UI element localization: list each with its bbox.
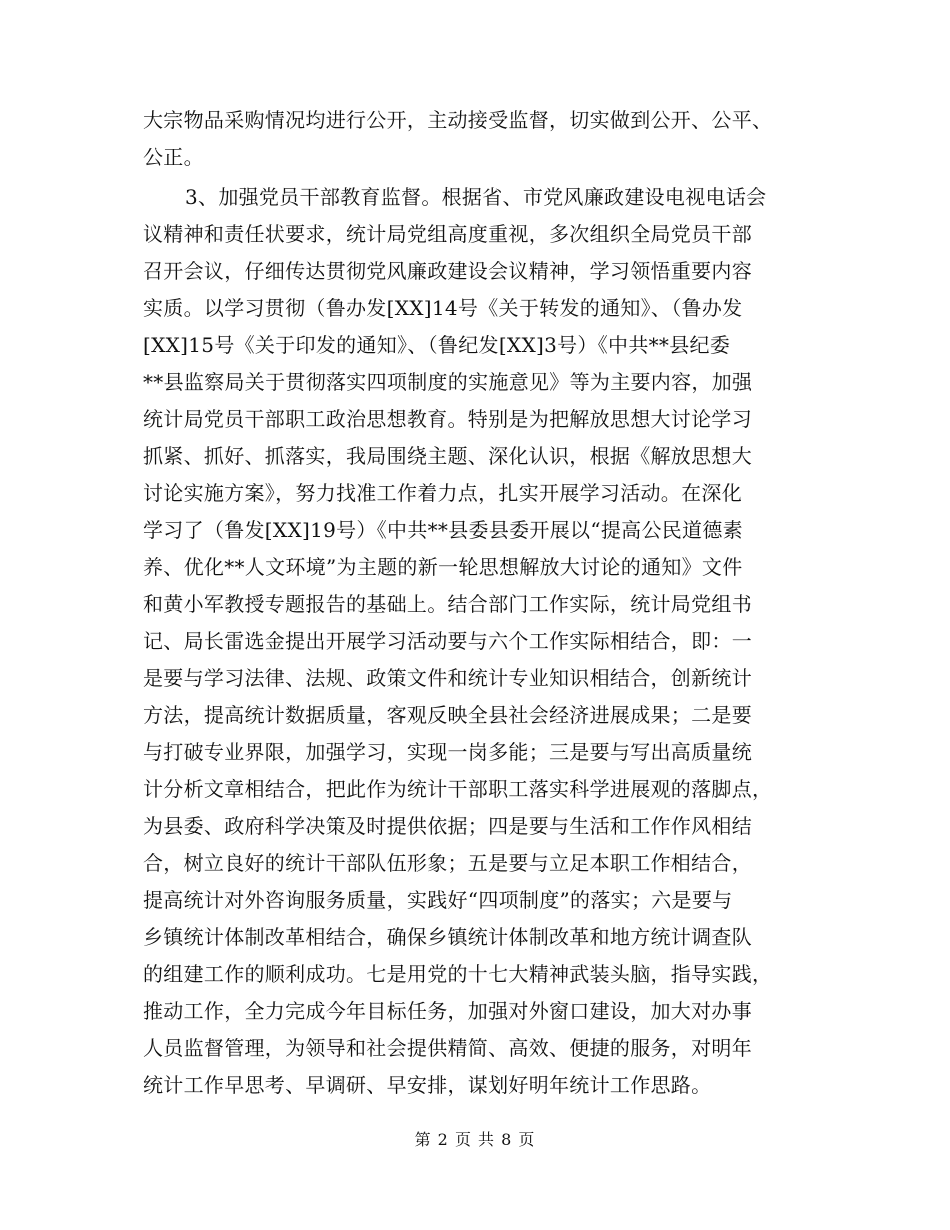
- text-line: 召开会议，仔细传达贯彻党风廉政建设会议精神，学习领悟重要内容: [143, 259, 752, 283]
- text-line: 统计局党员干部职工政治思想教育。特别是为把解放思想大讨论学习: [143, 407, 752, 431]
- text-line: 养、优化**人文环境”为主题的新一轮思想解放大讨论的通知》文件: [143, 555, 743, 579]
- text-line: 合，树立良好的统计干部队伍形象；五是要与立足本职工作相结合，: [143, 851, 752, 875]
- text-line: 和黄小军教授专题报告的基础上。结合部门工作实际，统计局党组书: [143, 592, 752, 616]
- text-line: 为县委、政府科学决策及时提供依据；四是要与生活和工作作风相结: [143, 814, 752, 838]
- text-line: 大宗物品采购情况均进行公开，主动接受监督，切实做到公开、公平、: [143, 108, 773, 132]
- text-line: 乡镇统计体制改革相结合，确保乡镇统计体制改革和地方统计调查队: [143, 925, 752, 949]
- text-line: 计分析文章相结合，把此作为统计干部职工落实科学进展观的落脚点，: [143, 777, 773, 801]
- text-line: 是要与学习法律、法规、政策文件和统计专业知识相结合，创新统计: [143, 666, 752, 690]
- text-line: 议精神和责任状要求，统计局党组高度重视，多次组织全局党员干部: [143, 222, 752, 246]
- text-line: 与打破专业界限，加强学习，实现一岗多能；三是要与写出高质量统: [143, 740, 752, 764]
- text-line: 学习了（鲁发[XX]19号）《中共**县委县委开展以“提高公民道德素: [143, 518, 743, 542]
- text-line: **县监察局关于贯彻落实四项制度的实施意见》等为主要内容，加强: [143, 370, 753, 394]
- text-line: 抓紧、抓好、抓落实，我局围绕主题、深化认识，根据《解放思想大: [143, 444, 752, 468]
- text-line: [XX]15号《关于印发的通知》、（鲁纪发[XX]3号）《中共**县纪委: [143, 333, 731, 357]
- text-line: 讨论实施方案》，努力找准工作着力点，扎实开展学习活动。在深化: [143, 481, 742, 505]
- text-line: 方法，提高统计数据质量，客观反映全县社会经济进展成果；二是要: [143, 703, 752, 727]
- text-line: 实质。以学习贯彻（鲁办发[XX]14号《关于转发的通知》、（鲁办发: [143, 296, 743, 320]
- text-line: 记、局长雷选金提出开展学习活动要与六个工作实际相结合，即：一: [143, 629, 752, 653]
- text-line: 的组建工作的顺利成功。七是用党的十七大精神武装头脑，指导实践，: [143, 962, 773, 986]
- text-line: 人员监督管理，为领导和社会提供精简、高效、便捷的服务，对明年: [143, 1036, 752, 1060]
- text-line: 公正。: [143, 145, 204, 169]
- text-line: 推动工作，全力完成今年目标任务，加强对外窗口建设，加大对办事: [143, 999, 752, 1023]
- text-line: 提高统计对外咨询服务质量，实践好“四项制度”的落实；六是要与: [143, 888, 733, 912]
- text-line: 统计工作早思考、早调研、早安排，谋划好明年统计工作思路。: [143, 1073, 712, 1097]
- page-number-footer: 第 2 页 共 8 页: [414, 1130, 536, 1149]
- text-line: 3、加强党员干部教育监督。根据省、市党风廉政建设电视电话会: [185, 185, 767, 209]
